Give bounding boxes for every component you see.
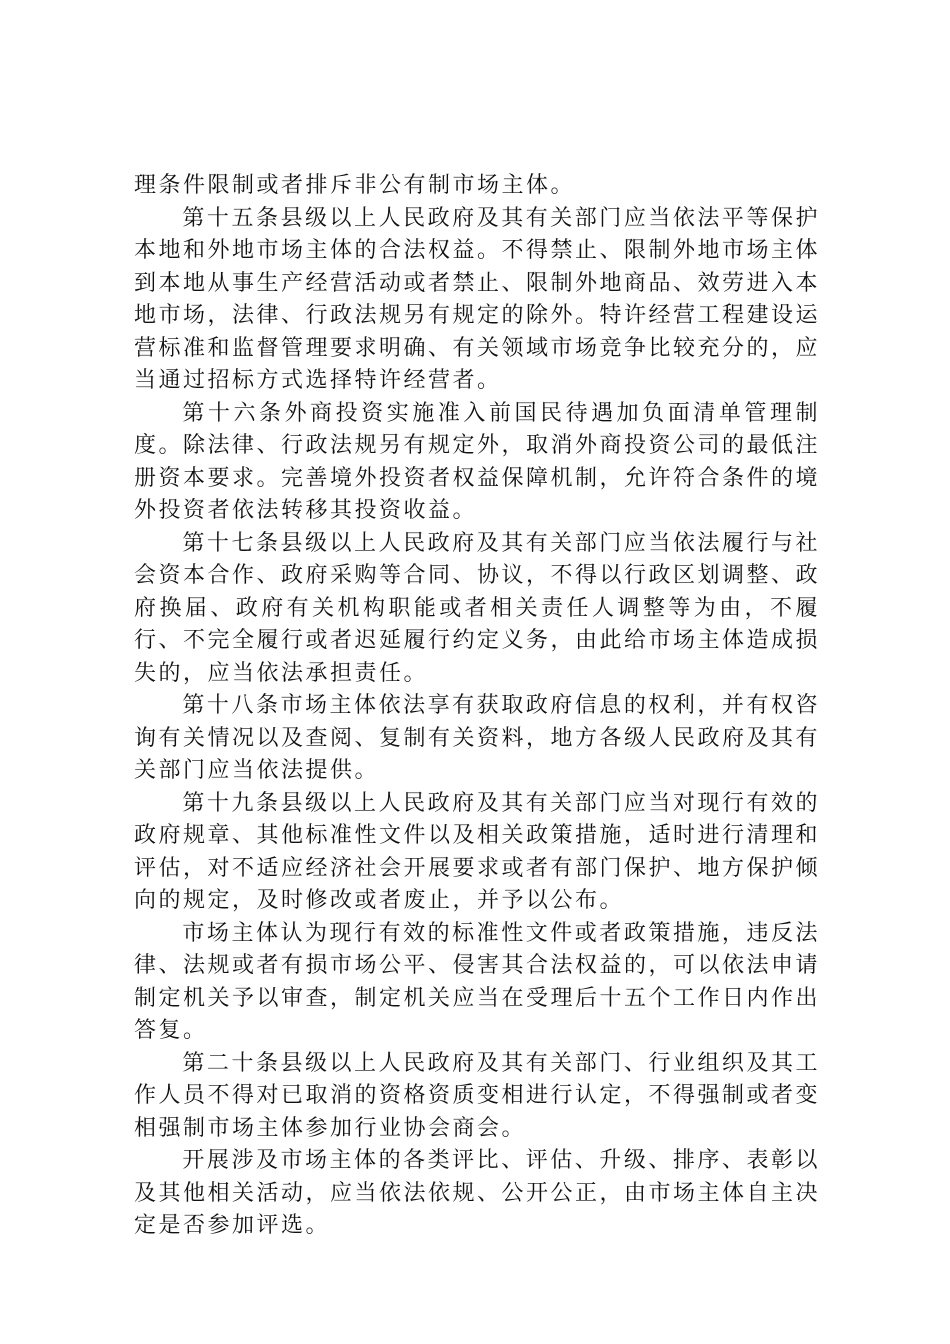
paragraph-article-19-clause-2: 市场主体认为现行有效的标准性文件或者政策措施，违反法律、法规或者有损市场公平、侵害其合法权益的，可以依法申请制定机关予以审查，制定机关应当在受理后十五个工作日内作出答复。 [134, 920, 821, 1043]
paragraph-article-17: 第十七条县级以上人民政府及其有关部门应当依法履行与社会资本合作、政府采购等合同、协议，不得以行政区划调整、政府换届、政府有关机构职能或者相关责任人调整等为由，不履行、不完全履行或者迟延履行约定义务，由此给市场主体造成损失的，应当依法承担责任。 [134, 530, 821, 686]
paragraph-article-15: 第十五条县级以上人民政府及其有关部门应当依法平等保护本地和外地市场主体的合法权益。不得禁止、限制外地市场主体到本地从事生产经营活动或者禁止、限制外地商品、效劳进入本地市场，法律、行政法规另有规定的除外。特许经营工程建设运营标准和监督管理要求明确、有关领域市场竞争比较充分的，应当通过招标方式选择特许经营者。 [134, 205, 821, 393]
paragraph-article-20-clause-2: 开展涉及市场主体的各类评比、评估、升级、排序、表彰以及其他相关活动，应当依法依规、公开公正，由市场主体自主决定是否参加评选。 [134, 1148, 821, 1238]
paragraph-article-19: 第十九条县级以上人民政府及其有关部门应当对现行有效的政府规章、其他标准性文件以及相关政策措施，适时进行清理和评估，对不适应经济社会开展要求或者有部门保护、地方保护倾向的规定，及时修改或者废止，并予以公布。 [134, 790, 821, 913]
paragraph-article-20: 第二十条县级以上人民政府及其有关部门、行业组织及其工作人员不得对已取消的资格资质变相进行认定，不得强制或者变相强制市场主体参加行业协会商会。 [134, 1050, 821, 1141]
document-body [134, 170, 820, 1243]
paragraph-continuation: 理条件限制或者排斥非公有制市场主体。 [134, 173, 576, 198]
paragraph-article-18: 第十八条市场主体依法享有获取政府信息的权利，并有权咨询有关情况以及查阅、复制有关资料，地方各级人民政府及其有关部门应当依法提供。 [134, 693, 821, 783]
paragraph-article-16: 第十六条外商投资实施准入前国民待遇加负面清单管理制度。除法律、行政法规另有规定外，取消外商投资公司的最低注册资本要求。完善境外投资者权益保障机制，允许符合条件的境外投资者依法转移其投资收益。 [134, 400, 821, 523]
